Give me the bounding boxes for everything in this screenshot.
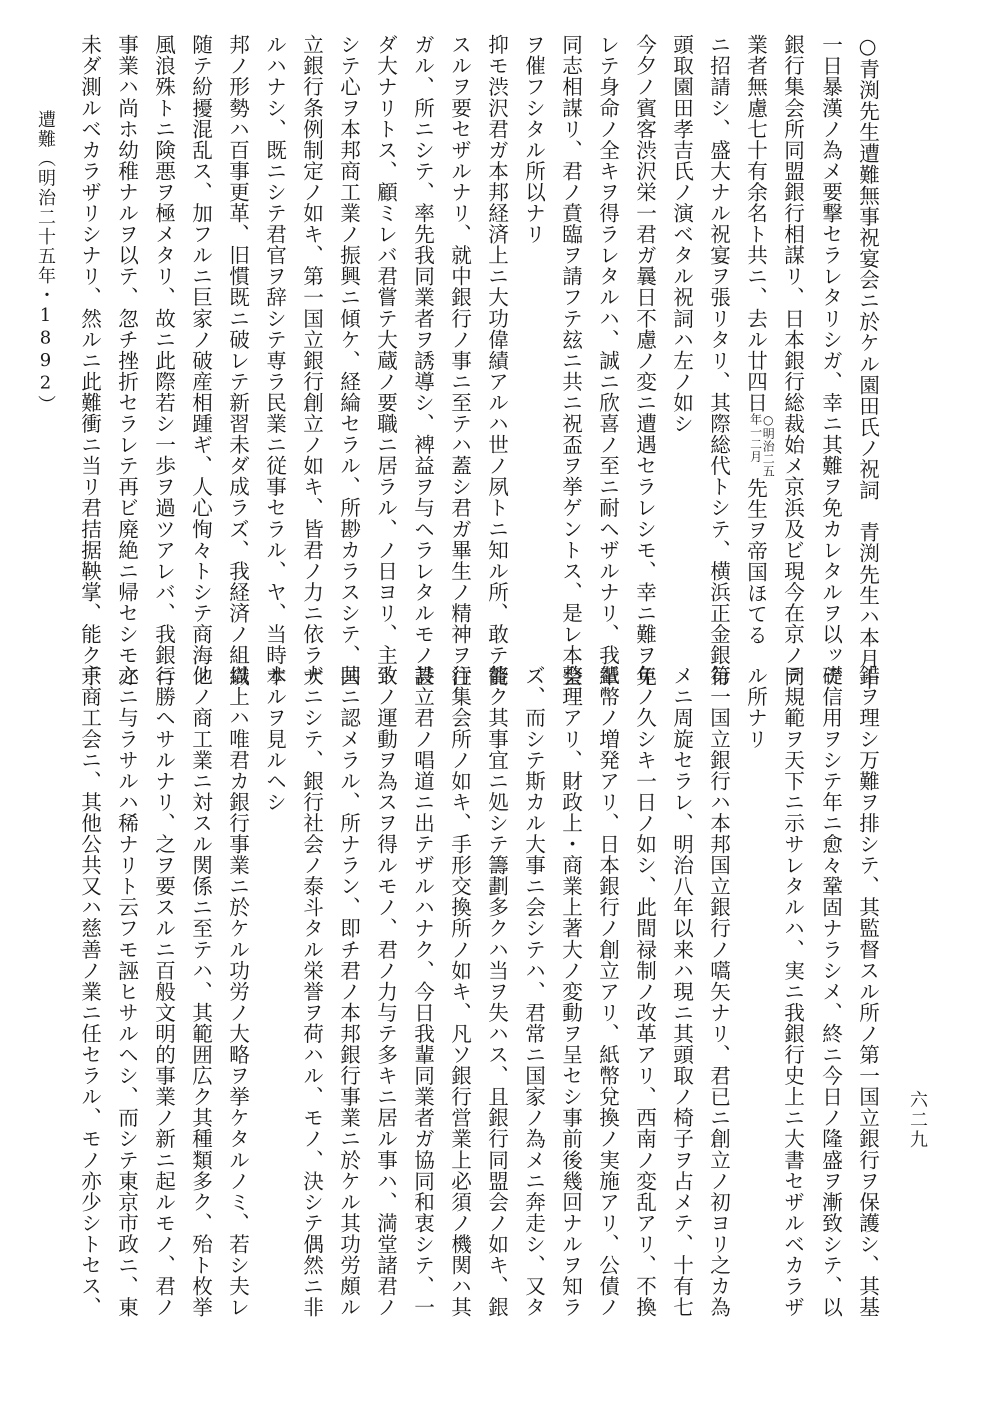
text-column: レテ身命ノ全キヲ得ラレタルハ、誠ニ欣喜ノ至ニ耐ヘザルナリ、我輩 xyxy=(595,34,620,687)
text-column: 之ニ与ラサルハ稀ナリト云フモ誣ヒサルヘシ、而シテ東京市政ニ、東 xyxy=(114,665,139,1318)
text-column: ズ、而シテ斯カル大事ニ会シテハ、君常ニ国家ノ為メニ奔走シ、又タ xyxy=(521,665,546,1318)
text-column: ニ勝ヘサルナリ、之ヲ要スルニ百般文明的事業ノ新ニ起ルモノ、君ノ xyxy=(151,665,176,1318)
text-column: 今夕ノ賓客渋沢栄一君ガ曩日不慮ノ変ニ遭遇セラレシモ、幸ニ難ヲ免 xyxy=(632,34,657,687)
text-column: ダ大ナリトス、顧ミレバ君嘗テ大蔵ノ要職ニ居ラル、ノ日ヨリ、主ト xyxy=(373,34,398,687)
text-column: 邦ノ形勢ハ百事更革、旧慣既ニ破レテ新習未ダ成ラズ、我経済ノ組織 xyxy=(225,34,250,687)
text-column: 一日暴漢ノ為メ要撃セラレタリシガ、幸ニ其難ヲ免カレタルヲ以ッテ xyxy=(818,34,843,687)
text-column: 立銀行条例制定ノ如キ、第一国立銀行創立ノ如キ、皆君ノ力ニ依ラザ xyxy=(299,34,324,687)
text-column: 礎信用ヲシテ年ニ愈々鞏固ナラシメ、終ニ今日ノ隆盛ヲ漸致シテ、以 xyxy=(818,665,843,1318)
text-column: ニ招請シ、盛大ナル祝宴ヲ張リタリ、其際総代トシテ、横浜正金銀行 xyxy=(706,34,731,687)
text-column: 大ニシテ、銀行社会ノ泰斗タル栄誉ヲ荷ハル、モノ、決シテ偶然ニ非 xyxy=(299,665,324,1318)
text-column: ヲ催フシタル所以ナリ xyxy=(521,34,546,245)
text-column: 年ノ久シキ一日ノ如シ、此間禄制ノ改革アリ、西南ノ変乱アリ、不換 xyxy=(632,665,657,1318)
text-column: 整理アリ、財政上・商業上著大ノ変動ヲ呈セシ事前後幾回ナルヲ知ラ xyxy=(558,665,583,1318)
text-column-part: 業者無慮七十有余名ト共ニ、去ル廿四日 xyxy=(743,34,768,413)
text-column: 京商工会ニ、其他公共又ハ慈善ノ業ニ任セラル、モノ亦少シトセス、 xyxy=(77,665,102,1318)
text-column: ○青渕先生遭難無事祝宴会ニ於ケル園田氏ノ祝詞 青渕先生ハ本月十 xyxy=(855,34,880,690)
text-column: 抑モ渋沢君ガ本邦経済上ニ大功偉績アルハ世ノ夙トニ知ル所、敢テ贅 xyxy=(484,34,509,687)
text-column: 行集会所ノ如キ、手形交換所ノ如キ、凡ソ銀行営業上必須ノ機関ハ其 xyxy=(447,665,472,1318)
text-column: 事業ハ尚ホ幼稚ナルヲ以テ、忽チ挫折セラレテ再ビ廃絶ニ帰セシモ亦 xyxy=(114,34,139,687)
text-column: 致ノ運動ヲ為スヲ得ルモノ、君ノ力与テ多キニ居ル事ハ、満堂諸君ノ xyxy=(373,665,398,1318)
text-column: ルハナシ、既ニシテ君官ヲ辞シテ専ラ民業ニ従事セラル、ヤ、当時本 xyxy=(262,34,287,687)
text-column: シテ心ヲ本邦商工業ノ振興ニ傾ケ、経綸セラル、所尠カラスシテ、国 xyxy=(336,34,361,687)
text-column: メニ周旋セラレ、明治八年以来ハ現ニ其頭取ノ椅子ヲ占メテ、十有七 xyxy=(669,665,694,1318)
text-column: スルヲ要セザルナリ、就中銀行ノ事ニ至テハ蓋シ君ガ畢生ノ精神ヲ注 xyxy=(447,34,472,687)
text-column: テ規範ヲ天下ニ示サレタルハ、実ニ我銀行史上ニ大書セザルベカラザ xyxy=(780,665,805,1318)
text-column: 能ク其事宜ニ処シテ籌劃多クハ当ヲ失ハス、且銀行同盟会ノ如キ、銀 xyxy=(484,665,509,1318)
text-column: 以上ハ唯君カ銀行事業ニ於ケル功労ノ大略ヲ挙ケタルノミ、若シ夫レ xyxy=(225,665,250,1318)
text-column: 未ダ測ルベカラザリシナリ、然ルニ此難衝ニ当リ君拮据鞅掌、能ク千 xyxy=(77,34,102,687)
text-column: 銀行集会所同盟銀行相謀リ、日本銀行総裁始メ京浜及ビ現今在京ノ同 xyxy=(780,34,805,687)
text-column: サルヲ見ルヘシ xyxy=(262,665,287,813)
text-column: ガル、所ニシテ、率先我同業者ヲ誘導シ、裨益ヲ与ヘラレタルモノ甚 xyxy=(410,34,435,687)
text-column: 風浪殊トニ険悪ヲ極メタリ、故ニ此際若シ一歩ヲ過ツアレバ、我銀行 xyxy=(151,34,176,687)
text-column: 随テ紛擾混乱ス、加フルニ巨家ノ破産相踵ギ、人心恂々トシテ商海ノ xyxy=(188,34,213,687)
text-column: 設立君ノ唱道ニ出テザルハナク、今日我輩同業者ガ協同和衷シテ、一 xyxy=(410,665,435,1318)
text-column: 他ノ商工業ニ対スル関係ニ至テハ、其範囲広ク其種類多ク、殆ト枚挙 xyxy=(188,665,213,1318)
text-column: 第一国立銀行ハ本邦国立銀行ノ嚆矢ナリ、君已ニ創立ノ初ヨリ之カ為 xyxy=(706,665,731,1318)
text-column xyxy=(745,34,774,646)
text-column: 頭取園田孝吉氏ノ演ベタル祝詞ハ左ノ如シ xyxy=(669,34,694,434)
text-column: 同志相謀リ、君ノ賁臨ヲ請フテ玆ニ共ニ祝盃ヲ挙ゲントス、是レ本会 xyxy=(558,34,583,687)
text-column: 紙幣ノ増発アリ、日本銀行ノ創立アリ、紙幣兌換ノ実施アリ、公債ノ xyxy=(595,665,620,1318)
text-column: 共ニ認メラル、所ナラン、即チ君ノ本邦銀行事業ニ於ケル其功労頗ル xyxy=(336,665,361,1318)
text-column-part: 先生ヲ帝国ほてる xyxy=(743,477,768,646)
running-head: 遭難（明治二十五年・1892） xyxy=(35,110,56,415)
text-column: ル所ナリ xyxy=(743,665,768,750)
inline-date-note: ○明治二五 年一二月 xyxy=(748,412,776,478)
text-column: 錯ヲ理シ万難ヲ排シテ、其監督スル所ノ第一国立銀行ヲ保護シ、其基 xyxy=(855,665,880,1318)
page-number: 六二九 xyxy=(907,1090,928,1150)
